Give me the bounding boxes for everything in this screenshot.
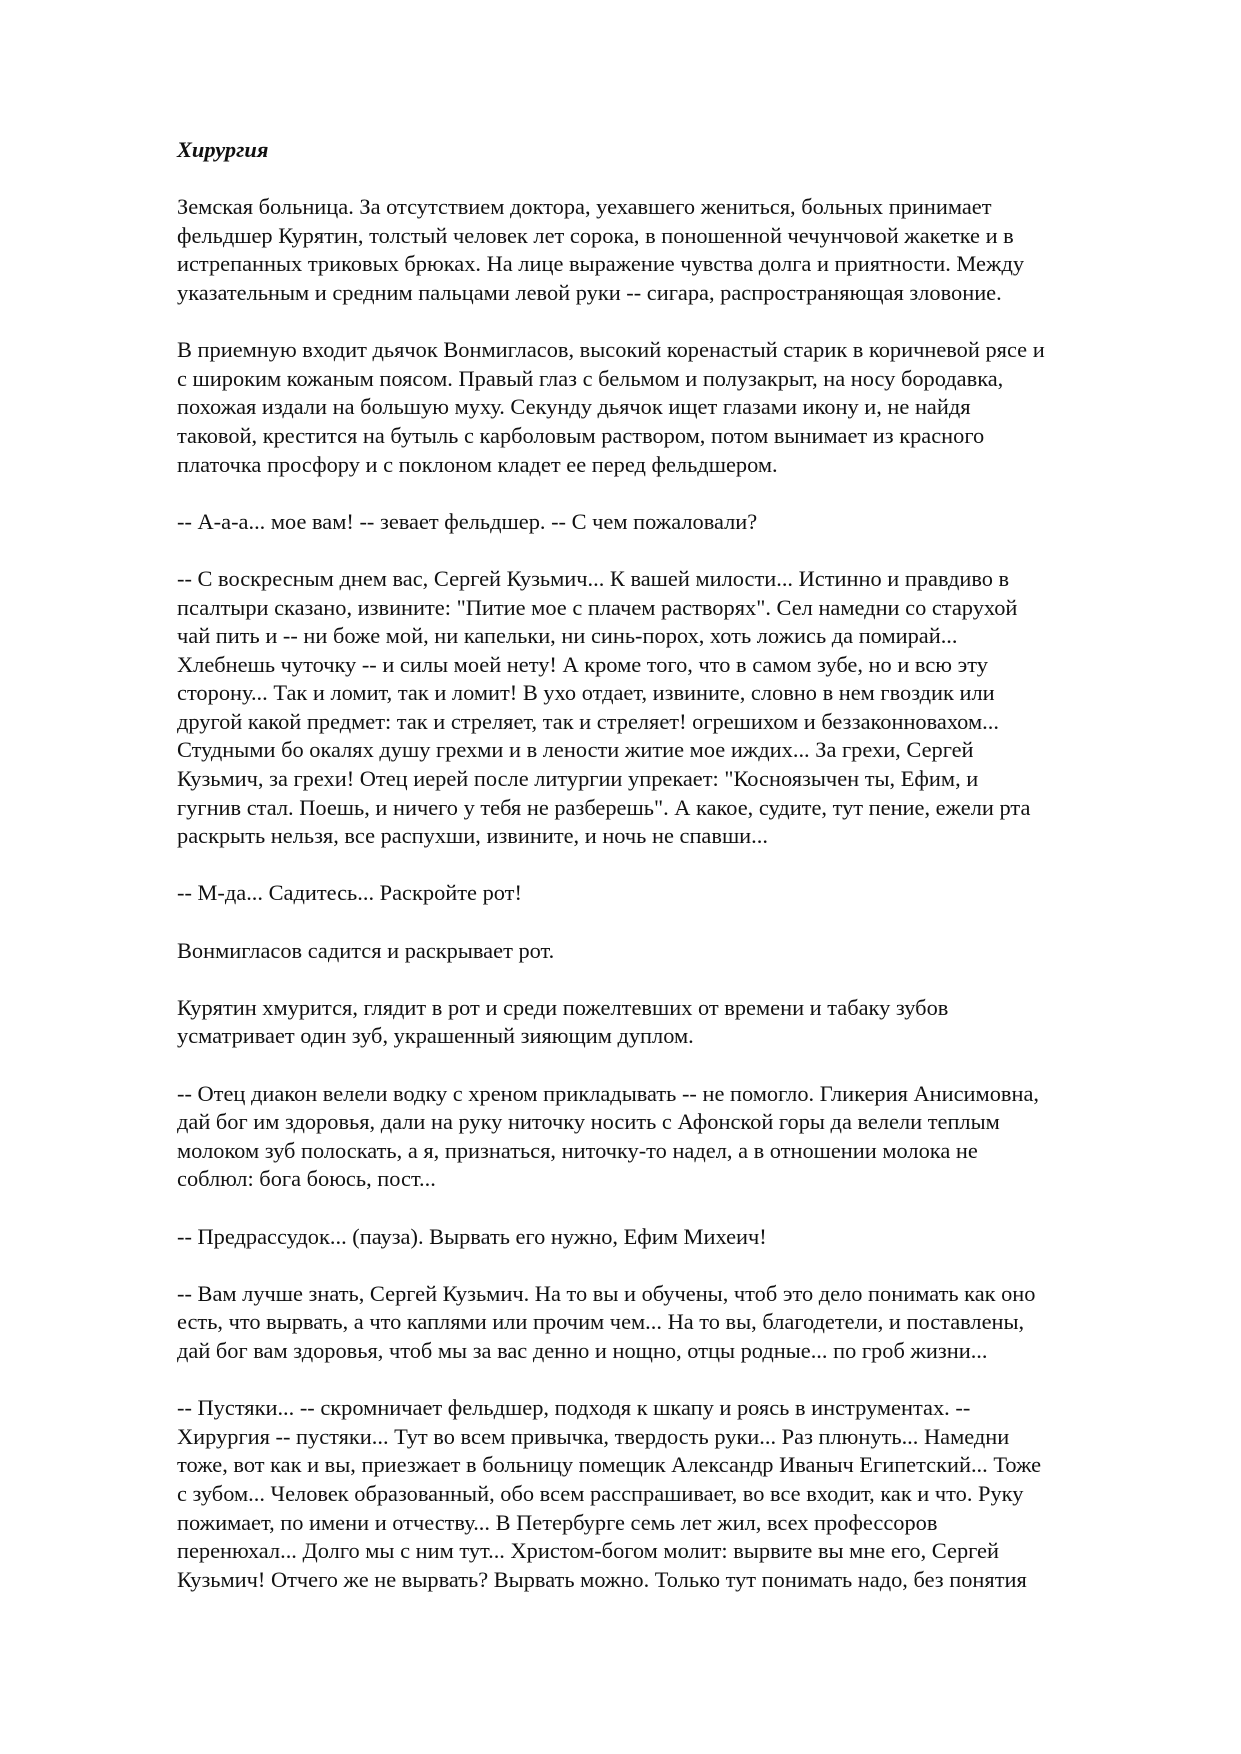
text-line: -- Пустяки... -- скромничает фельдшер, подходя к шкапу и роясь в инструментах. -- (177, 1395, 971, 1421)
text-line: -- М-да... Садитесь... Раскройте рот! (177, 880, 522, 906)
paragraph (177, 879, 1157, 908)
paragraph (177, 1280, 1157, 1366)
text-line: платочка просфору и с поклоном кладет ее перед фельдшером. (177, 451, 778, 477)
text-line: молоком зуб полоскать, а я, признаться, ниточку-то надел, а в отношении молока не (177, 1137, 978, 1163)
paragraph (177, 937, 1157, 966)
text-line: раскрыть нельзя, все распухши, извините, и ночь не спавши... (177, 823, 768, 849)
text-line: -- Вам лучше знать, Сергей Кузьмич. На то вы и обучены, чтоб это дело понимать как оно (177, 1280, 1036, 1306)
text-line: Кузьмич, за грехи! Отец иерей после литургии упрекает: "Косноязычен ты, Ефим, и (177, 766, 979, 792)
paragraph (177, 1394, 1157, 1594)
paragraph (177, 565, 1157, 851)
text-line: В приемную входит дьячок Вонмигласов, высокий коренастый старик в коричневой рясе и (177, 337, 1045, 363)
text-line: Хлебнешь чуточку -- и силы моей нету! А кроме того, что в самом зубе, но и всю эту (177, 651, 988, 677)
text-line: дай бог вам здоровья, чтоб мы за вас денно и нощно, отцы родные... по гроб жизни... (177, 1337, 988, 1363)
text-line: тоже, вот как и вы, приезжает в больницу помещик Александр Иваныч Египетский... Тоже (177, 1452, 1042, 1478)
text-line: Кузьмич! Отчего же не вырвать? Вырвать можно. Только тут понимать надо, без понятия (177, 1566, 1027, 1592)
text-line: указательным и средним пальцами левой руки -- сигара, распространяющая зловоние. (177, 279, 1002, 305)
document-body (177, 193, 1157, 1594)
text-line: похожая издали на большую муху. Секунду дьячок ищет глазами икону и, не найдя (177, 394, 971, 420)
paragraph (177, 193, 1157, 307)
paragraph (177, 336, 1157, 479)
paragraph (177, 994, 1157, 1051)
text-line: гугнив стал. Поешь, и ничего у тебя не разберешь". А какое, судите, тут пение, ежели рта (177, 794, 1031, 820)
text-line: соблюл: бога боюсь, пост... (177, 1166, 436, 1192)
text-line: -- А-а-а... мое вам! -- зевает фельдшер. -- С чем пожаловали? (177, 508, 758, 534)
text-line: дай бог им здоровья, дали на руку ниточку носить с Афонской горы да велели теплым (177, 1109, 1000, 1135)
text-line: усматривает один зуб, украшенный зияющим дуплом. (177, 1023, 694, 1049)
text-line: -- Предрассудок... (пауза). Вырвать его нужно, Ефим Михеич! (177, 1223, 767, 1249)
paragraph (177, 1223, 1157, 1252)
paragraph (177, 1080, 1157, 1194)
text-line: перенюхал... Долго мы с ним тут... Христом-богом молит: вырвите вы мне его, Сергей (177, 1538, 999, 1564)
text-line: есть, что вырвать, а что каплями или прочим чем... На то вы, благодетели, и поставлены, (177, 1309, 1025, 1335)
text-line: сторону... Так и ломит, так и ломит! В ухо отдает, извините, словно в нем гвоздик или (177, 680, 995, 706)
text-line: таковой, крестится на бутыль с карболовым раствором, потом вынимает из красного (177, 422, 985, 448)
text-line: Вонмигласов садится и раскрывает рот. (177, 937, 555, 963)
text-line: фельдшер Курятин, толстый человек лет сорока, в поношенной чечунчовой жакетке и в (177, 222, 1014, 248)
text-line: Курятин хмурится, глядит в рот и среди пожелтевших от времени и табаку зубов (177, 994, 949, 1020)
document-title: Хирургия (177, 137, 269, 162)
text-line: пожимает, по имени и отчеству... В Петербурге семь лет жил, всех профессоров (177, 1509, 938, 1535)
text-line: истрепанных триковых брюках. На лице выражение чувства долга и приятности. Между (177, 251, 1025, 277)
text-line: -- С воскресным днем вас, Сергей Кузьмич... К вашей милости... Истинно и правдиво в (177, 565, 1010, 591)
text-line: другой какой предмет: так и стреляет, так и стреляет! огрешихом и беззаконновахом... (177, 708, 999, 734)
text-line: чай пить и -- ни боже мой, ни капельки, ни синь-порох, хоть ложись да помирай... (177, 623, 958, 649)
document-page (177, 136, 1157, 1623)
text-line: Хирургия -- пустяки... Тут во всем привычка, твердость руки... Раз плюнуть... Намедни (177, 1423, 1010, 1449)
paragraph (177, 508, 1157, 537)
text-line: Земская больница. За отсутствием доктора, уехавшего жениться, больных принимает (177, 194, 992, 220)
text-line: с широким кожаным поясом. Правый глаз с бельмом и полузакрыт, на носу бородавка, (177, 365, 1004, 391)
text-line: псалтыри сказано, извините: "Питие мое с плачем растворях". Сел намедни со старухой (177, 594, 1018, 620)
text-line: с зубом... Человек образованный, обо всем расспрашивает, во все входит, как и что. Руку (177, 1480, 1024, 1506)
text-line: Студными бо окалях душу грехми и в лености житие мое иждих... За грехи, Сергей (177, 737, 974, 763)
text-line: -- Отец диакон велели водку с хреном прикладывать -- не помогло. Гликерия Анисимовна, (177, 1080, 1039, 1106)
